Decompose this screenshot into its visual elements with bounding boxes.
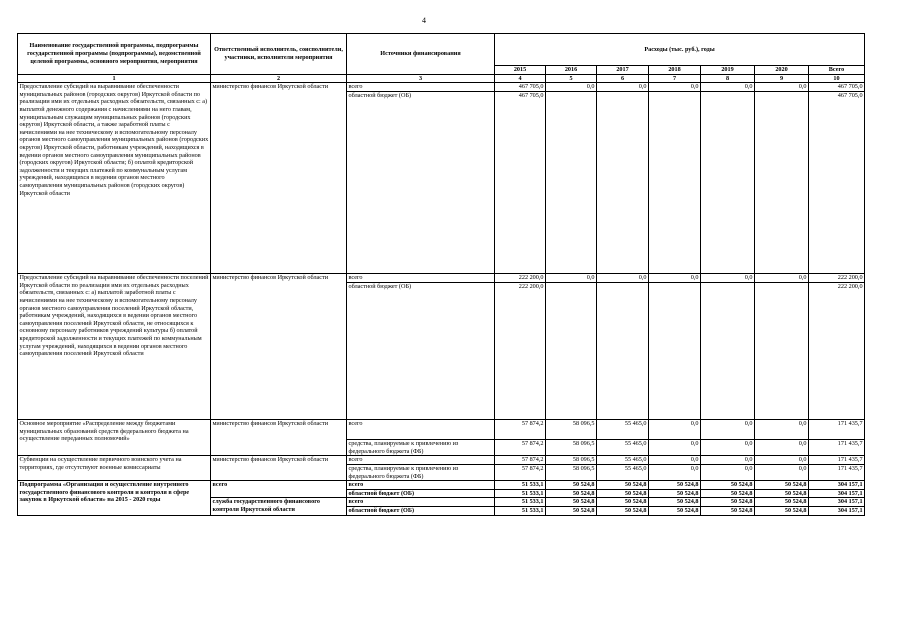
value-cell: 55 465,0 [597, 464, 649, 480]
column-number: 2 [211, 74, 347, 83]
value-cell: 0,0 [701, 274, 755, 283]
value-cell: 0,0 [701, 456, 755, 465]
column-number: 5 [546, 74, 597, 83]
value-cell: 50 524,8 [755, 498, 809, 507]
value-cell [755, 91, 809, 273]
funding-source: всего [347, 274, 495, 283]
value-cell: 467 705,0 [495, 83, 546, 92]
value-cell [597, 91, 649, 273]
page-number: 4 [422, 16, 426, 25]
value-cell: 55 465,0 [597, 440, 649, 456]
value-cell: 50 524,8 [597, 489, 649, 498]
value-cell: 0,0 [546, 83, 597, 92]
table-row [18, 274, 865, 283]
value-cell: 50 524,8 [597, 481, 649, 490]
column-number: 10 [809, 74, 865, 83]
value-cell: 0,0 [755, 440, 809, 456]
header-year: 2018 [649, 66, 701, 75]
value-cell: 222 200,0 [809, 274, 865, 283]
value-cell: 50 524,8 [755, 481, 809, 490]
table-row [18, 481, 865, 490]
value-cell: 50 524,8 [701, 498, 755, 507]
table-row [18, 83, 865, 92]
value-cell: 0,0 [755, 420, 809, 440]
header-year: 2017 [597, 66, 649, 75]
column-number: 3 [347, 74, 495, 83]
header-expenses: Расходы (тыс. руб.), годы [495, 34, 865, 66]
column-number: 7 [649, 74, 701, 83]
program-name: Основное мероприятие «Распределение между бюджетами муниципальных образований средств федерального бюджета на осуществление переданных полномочий» [18, 420, 211, 456]
header-executor: Ответственный исполнитель, соисполнители, участники, исполнители мероприятия [211, 34, 347, 75]
column-number: 4 [495, 74, 546, 83]
value-cell: 0,0 [701, 440, 755, 456]
value-cell: 50 524,8 [649, 481, 701, 490]
funding-source: областной бюджет (ОБ) [347, 91, 495, 273]
value-cell: 171 435,7 [809, 420, 865, 440]
value-cell: 0,0 [701, 464, 755, 480]
value-cell: 50 524,8 [701, 506, 755, 515]
column-number: 9 [755, 74, 809, 83]
value-cell: 50 524,8 [755, 506, 809, 515]
program-name: Предоставление субсидий на выравнивание обеспеченности поселений Иркутской области по реализации ими их отдельных расходных обязательств, связанных с: а) выплатой заработной платы с начислениями на нее техническому и вспомогательному персоналу органов местного самоуправления поселений Иркутской области, работникам учреждений, находящихся в ведении органов местного самоуправления поселений Иркутской области, не относящихся к основному персоналу работников учреждений культуры б) оплатой кредиторской задолженности и текущих платежей по коммунальным услугам учреждений, находящихся в ведении органов местного самоуправления поселений Иркутской области [18, 274, 211, 420]
value-cell: 0,0 [649, 440, 701, 456]
column-number: 1 [18, 74, 211, 83]
funding-source: областной бюджет (ОБ) [347, 506, 495, 515]
value-cell: 50 524,8 [546, 506, 597, 515]
executor: министерство финансов Иркутской области [211, 83, 347, 274]
executor: министерство финансов Иркутской области [211, 456, 347, 481]
funding-source: всего [347, 481, 495, 490]
value-cell: 50 524,8 [649, 506, 701, 515]
funding-source: всего [347, 498, 495, 507]
program-name: Субвенции на осуществление первичного воинского учета на территориях, где отсутствуют военные комиссариаты [18, 456, 211, 481]
value-cell: 51 533,1 [495, 498, 546, 507]
value-cell: 50 524,8 [597, 498, 649, 507]
value-cell: 171 435,7 [809, 440, 865, 456]
value-cell: 222 200,0 [809, 282, 865, 419]
value-cell: 0,0 [649, 456, 701, 465]
value-cell: 50 524,8 [755, 489, 809, 498]
value-cell: 0,0 [755, 274, 809, 283]
value-cell: 50 524,8 [546, 489, 597, 498]
value-cell: 57 874,2 [495, 464, 546, 480]
header-year: 2020 [755, 66, 809, 75]
funding-source: всего [347, 420, 495, 440]
value-cell: 171 435,7 [809, 464, 865, 480]
value-cell: 0,0 [755, 456, 809, 465]
executor: министерство финансов Иркутской области [211, 420, 347, 456]
value-cell: 50 524,8 [701, 481, 755, 490]
value-cell [649, 282, 701, 419]
value-cell: 0,0 [597, 83, 649, 92]
value-cell: 222 200,0 [495, 282, 546, 419]
value-cell: 304 157,1 [809, 506, 865, 515]
value-cell: 50 524,8 [701, 489, 755, 498]
header-year: 2019 [701, 66, 755, 75]
program-name: Предоставление субсидий на выравнивание обеспеченности муниципальных районов (городских округов) Иркутской области по реализации ими их отдельных расходных обязательств, связанных с: а) выплатой денежного содержания с начислениями на него главам, муниципальным служащим муниципальных районов (городских округов) Иркутской области, а также заработной платы с начислениями на нее техническому и вспомогательному персоналу органов местного самоуправления муниципальных районов (городских округов) Иркутской области, работникам учреждений, находящихся в ведении органов местного самоуправления муниципальных районов (городских округов) Иркутской области; б) оплатой кредиторской задолженности и текущих платежей по коммунальным услугам учреждений, находящихся в ведении органов местного самоуправления муниципальных районов (городских округов) Иркутской области [18, 83, 211, 274]
value-cell: 0,0 [649, 420, 701, 440]
value-cell [597, 282, 649, 419]
value-cell: 304 157,1 [809, 489, 865, 498]
value-cell: 0,0 [597, 274, 649, 283]
funding-source: средства, планируемые к привлечению из федерального бюджета (ФБ) [347, 464, 495, 480]
executor: всего [211, 481, 347, 498]
header-year: 2015 [495, 66, 546, 75]
executor: министерство финансов Иркутской области [211, 274, 347, 420]
table-row [18, 456, 865, 465]
header-year: Всего [809, 66, 865, 75]
table-row [18, 420, 865, 440]
executor: служба государственного финансового контроля Иркутской области [211, 498, 347, 515]
value-cell: 50 524,8 [649, 498, 701, 507]
value-cell: 467 705,0 [809, 91, 865, 273]
value-cell [701, 91, 755, 273]
value-cell: 0,0 [546, 274, 597, 283]
funding-source: всего [347, 83, 495, 92]
value-cell: 55 465,0 [597, 420, 649, 440]
value-cell [546, 91, 597, 273]
value-cell [701, 282, 755, 419]
value-cell: 55 465,0 [597, 456, 649, 465]
value-cell: 50 524,8 [546, 481, 597, 490]
value-cell: 51 533,1 [495, 481, 546, 490]
header-program-name: Наименование государственной программы, подпрограммы государственной программы (подпрограммы), ведомственной целевой программы, основного мероприятия, мероприятия [18, 34, 211, 75]
value-cell: 50 524,8 [546, 498, 597, 507]
value-cell: 222 200,0 [495, 274, 546, 283]
value-cell: 58 096,5 [546, 440, 597, 456]
value-cell: 467 705,0 [495, 91, 546, 273]
value-cell: 57 874,2 [495, 456, 546, 465]
funding-source: областной бюджет (ОБ) [347, 282, 495, 419]
value-cell: 0,0 [701, 420, 755, 440]
value-cell: 58 096,5 [546, 456, 597, 465]
funding-source: всего [347, 456, 495, 465]
value-cell: 0,0 [755, 83, 809, 92]
value-cell: 50 524,8 [597, 506, 649, 515]
value-cell: 0,0 [649, 83, 701, 92]
column-number: 6 [597, 74, 649, 83]
value-cell: 58 096,5 [546, 420, 597, 440]
value-cell: 304 157,1 [809, 498, 865, 507]
header-year: 2016 [546, 66, 597, 75]
column-number: 8 [701, 74, 755, 83]
value-cell [546, 282, 597, 419]
value-cell: 50 524,8 [649, 489, 701, 498]
value-cell: 58 096,5 [546, 464, 597, 480]
funding-source: средства, планируемые к привлечению из федерального бюджета (ФБ) [347, 440, 495, 456]
value-cell: 304 157,1 [809, 481, 865, 490]
header-funding-source: Источники финансирования [347, 34, 495, 75]
value-cell: 467 705,0 [809, 83, 865, 92]
value-cell: 57 874,2 [495, 420, 546, 440]
value-cell [649, 91, 701, 273]
funding-source: областной бюджет (ОБ) [347, 489, 495, 498]
value-cell: 0,0 [649, 274, 701, 283]
value-cell: 57 874,2 [495, 440, 546, 456]
value-cell: 0,0 [755, 464, 809, 480]
value-cell: 51 533,1 [495, 506, 546, 515]
value-cell: 171 435,7 [809, 456, 865, 465]
value-cell [755, 282, 809, 419]
value-cell: 0,0 [649, 464, 701, 480]
subprogram-name: Подпрограмма «Организация и осуществление внутреннего государственного финансового контроля и контроля в сфере закупок в Иркутской области» на 2015 - 2020 годы [18, 481, 211, 515]
value-cell: 51 533,1 [495, 489, 546, 498]
value-cell: 0,0 [701, 83, 755, 92]
budget-table [17, 33, 865, 516]
